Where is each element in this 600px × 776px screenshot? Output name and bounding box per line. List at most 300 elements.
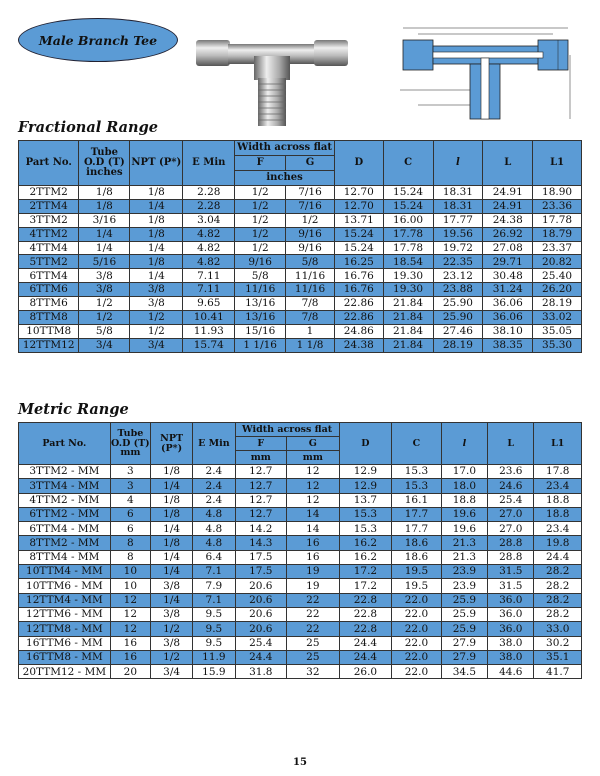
table-cell: 21.84: [383, 297, 433, 311]
table-cell: 27.46: [433, 324, 483, 338]
table-cell: 6TTM4 - MM: [19, 522, 111, 536]
table-cell: 36.0: [488, 622, 534, 636]
table-cell: 16: [287, 550, 340, 564]
table-cell: 1/4: [79, 227, 130, 241]
table-cell: 4TTM4: [19, 241, 79, 255]
table-cell: 28.8: [488, 536, 534, 550]
col-width-across-flat: Width across flat: [235, 141, 335, 156]
table-cell: 14.3: [235, 536, 287, 550]
table-cell: 1/2: [150, 622, 192, 636]
table-row: [19, 565, 582, 579]
col-part-no: Part No.: [19, 423, 111, 465]
table-cell: 7.9: [193, 579, 235, 593]
table-cell: 17.2: [339, 565, 392, 579]
table-cell: 27.0: [488, 507, 534, 521]
product-title: Male Branch Tee: [38, 32, 158, 48]
table-cell: 24.4: [339, 650, 392, 664]
table-cell: 1/4: [79, 241, 130, 255]
table-cell: 21.84: [383, 324, 433, 338]
table-cell: 27.08: [483, 241, 533, 255]
table-cell: 33.02: [533, 311, 582, 325]
table-cell: 22: [287, 607, 340, 621]
table-cell: 1/2: [79, 311, 130, 325]
table-cell: 15.3: [392, 465, 441, 479]
table-cell: 19.30: [383, 283, 433, 297]
table-row: [19, 255, 582, 269]
table-cell: 26.92: [483, 227, 533, 241]
table-cell: 15.9: [193, 665, 235, 679]
table-cell: 8TTM4 - MM: [19, 550, 111, 564]
table-cell: 1/2: [79, 297, 130, 311]
table-cell: 15/16: [235, 324, 286, 338]
table-cell: 36.0: [488, 607, 534, 621]
table-row: [19, 493, 582, 507]
table-cell: 20.6: [235, 593, 287, 607]
table-cell: 35.05: [533, 324, 582, 338]
table-cell: 24.38: [334, 338, 383, 352]
col-npt: NPT (P*): [150, 423, 192, 465]
table-cell: 1/8: [130, 186, 183, 200]
table-cell: 12.9: [339, 479, 392, 493]
table-cell: 23.37: [533, 241, 582, 255]
col-tube-od: Tube O.D (T) inches: [79, 141, 130, 186]
table-cell: 20TTM12 - MM: [19, 665, 111, 679]
table-cell: 3: [110, 479, 150, 493]
page-number: 15: [293, 757, 307, 768]
col-g: G: [286, 156, 335, 171]
table-cell: 16.00: [383, 213, 433, 227]
table-cell: 18.8: [441, 493, 487, 507]
table-cell: 17.8: [534, 465, 582, 479]
table-cell: 22.0: [392, 622, 441, 636]
metric-range-heading: Metric Range: [18, 401, 129, 418]
table-cell: 28.19: [533, 297, 582, 311]
table-cell: 25.90: [433, 311, 483, 325]
col-l1: L1: [533, 141, 582, 186]
table-cell: 1/8: [150, 493, 192, 507]
table-cell: 12.7: [235, 479, 287, 493]
table-row: [19, 227, 582, 241]
table-cell: 16.1: [392, 493, 441, 507]
table-cell: 12TTM6 - MM: [19, 607, 111, 621]
table-cell: 12TTM12: [19, 338, 79, 352]
table-cell: 25.9: [441, 622, 487, 636]
table-cell: 28.2: [534, 607, 582, 621]
dimension-drawing: [398, 10, 573, 125]
table-cell: 3/8: [130, 283, 183, 297]
table-cell: 7/8: [286, 297, 335, 311]
table-cell: 1/2: [235, 241, 286, 255]
table-cell: 18.31: [433, 186, 483, 200]
table-cell: 5/8: [235, 269, 286, 283]
table-cell: 12: [287, 479, 340, 493]
table-cell: 2TTM4: [19, 199, 79, 213]
table-cell: 22.86: [334, 311, 383, 325]
table-cell: 34.5: [441, 665, 487, 679]
table-cell: 16.76: [334, 269, 383, 283]
table-cell: 7.1: [193, 593, 235, 607]
table-cell: 17.5: [235, 565, 287, 579]
table-cell: 3TTM2 - MM: [19, 465, 111, 479]
table-cell: 31.24: [483, 283, 533, 297]
table-cell: 3/16: [79, 213, 130, 227]
table-cell: 7.11: [183, 283, 235, 297]
table-cell: 22.0: [392, 607, 441, 621]
col-d: D: [339, 423, 392, 465]
col-l1: L1: [534, 423, 582, 465]
table-cell: 1/2: [150, 650, 192, 664]
table-cell: 8TTM6: [19, 297, 79, 311]
table-cell: 9/16: [286, 227, 335, 241]
table-row: [19, 636, 582, 650]
table-cell: 6TTM4: [19, 269, 79, 283]
table-cell: 8: [110, 550, 150, 564]
product-title-badge: [18, 18, 178, 62]
table-cell: 12: [287, 493, 340, 507]
table-cell: 19.6: [441, 507, 487, 521]
table-cell: 22.8: [339, 607, 392, 621]
col-c: C: [383, 141, 433, 186]
table-cell: 16.76: [334, 283, 383, 297]
table-cell: 22.0: [392, 593, 441, 607]
table-cell: 1/4: [130, 241, 183, 255]
table-cell: 17.78: [533, 213, 582, 227]
col-e-min: E Min: [183, 141, 235, 186]
table-cell: 14.2: [235, 522, 287, 536]
table-cell: 19.5: [392, 579, 441, 593]
table-cell: 5TTM2: [19, 255, 79, 269]
table-cell: 10: [110, 565, 150, 579]
table-cell: 10.41: [183, 311, 235, 325]
table-cell: 28.2: [534, 565, 582, 579]
table-cell: 13/16: [235, 297, 286, 311]
table-cell: 5/8: [79, 324, 130, 338]
table-cell: 23.88: [433, 283, 483, 297]
table-cell: 25.90: [433, 297, 483, 311]
table-cell: 1/8: [130, 227, 183, 241]
table-cell: 3TTM2: [19, 213, 79, 227]
table-cell: 4.8: [193, 536, 235, 550]
table-cell: 25: [287, 636, 340, 650]
table-cell: 7/16: [286, 199, 335, 213]
col-c: C: [392, 423, 441, 465]
table-cell: 15.74: [183, 338, 235, 352]
col-l: L: [483, 141, 533, 186]
table-cell: 1/8: [130, 213, 183, 227]
table-cell: 4: [110, 493, 150, 507]
table-cell: 28.8: [488, 550, 534, 564]
table-cell: 23.9: [441, 565, 487, 579]
table-cell: 19.8: [534, 536, 582, 550]
table-cell: 4.82: [183, 227, 235, 241]
table-cell: 16.2: [339, 536, 392, 550]
table-cell: 3/8: [79, 283, 130, 297]
table-cell: 41.7: [534, 665, 582, 679]
table-cell: 15.24: [334, 241, 383, 255]
table-cell: 1/2: [235, 199, 286, 213]
table-cell: 1/4: [150, 565, 192, 579]
table-cell: 16.25: [334, 255, 383, 269]
fractional-range-table: [18, 140, 582, 353]
table-cell: 2.28: [183, 186, 235, 200]
table-cell: 17.77: [433, 213, 483, 227]
col-e-min: E Min: [193, 423, 235, 465]
table-cell: 15.24: [383, 186, 433, 200]
table-cell: 16: [287, 536, 340, 550]
table-cell: 18.31: [433, 199, 483, 213]
col-units: inches: [235, 171, 335, 186]
table-row: [19, 479, 582, 493]
table-cell: 11.93: [183, 324, 235, 338]
table-cell: 22.8: [339, 622, 392, 636]
table-cell: 9/16: [286, 241, 335, 255]
table-cell: 25.9: [441, 607, 487, 621]
col-l-small: l: [433, 141, 483, 186]
table-cell: 1/8: [150, 465, 192, 479]
table-cell: 14: [287, 507, 340, 521]
col-g-units: mm: [287, 451, 340, 465]
table-row: [19, 199, 582, 213]
table-cell: 28.2: [534, 579, 582, 593]
table-cell: 13.7: [339, 493, 392, 507]
table-cell: 23.4: [534, 522, 582, 536]
table-cell: 18.54: [383, 255, 433, 269]
table-cell: 17.78: [383, 227, 433, 241]
table-cell: 35.1: [534, 650, 582, 664]
table-cell: 25.9: [441, 593, 487, 607]
table-cell: 2.4: [193, 465, 235, 479]
table-cell: 3/8: [130, 297, 183, 311]
table-row: [19, 550, 582, 564]
table-cell: 18.6: [392, 536, 441, 550]
table-cell: 13.71: [334, 213, 383, 227]
table-row: [19, 269, 582, 283]
table-cell: 22.0: [392, 636, 441, 650]
table-cell: 26.0: [339, 665, 392, 679]
table-cell: 21.84: [383, 311, 433, 325]
table-cell: 36.06: [483, 297, 533, 311]
table-cell: 16: [110, 636, 150, 650]
table-cell: 31.8: [235, 665, 287, 679]
table-cell: 44.6: [488, 665, 534, 679]
col-tube-od: Tube O.D (T) mm: [110, 423, 150, 465]
table-cell: 1/8: [130, 255, 183, 269]
table-cell: 12TTM8 - MM: [19, 622, 111, 636]
table-cell: 22.0: [392, 665, 441, 679]
table-cell: 19.30: [383, 269, 433, 283]
table-cell: 24.91: [483, 199, 533, 213]
table-cell: 9.5: [193, 636, 235, 650]
col-g: G: [287, 437, 340, 451]
table-cell: 38.0: [488, 636, 534, 650]
table-cell: 1/4: [130, 269, 183, 283]
table-cell: 10: [110, 579, 150, 593]
table-cell: 1/8: [79, 186, 130, 200]
table-cell: 18.8: [534, 507, 582, 521]
table-cell: 23.6: [488, 465, 534, 479]
col-part-no: Part No.: [19, 141, 79, 186]
table-cell: 12: [110, 607, 150, 621]
table-cell: 22.8: [339, 593, 392, 607]
table-cell: 3/4: [130, 338, 183, 352]
table-cell: 21.3: [441, 536, 487, 550]
table-cell: 4TTM2 - MM: [19, 493, 111, 507]
table-cell: 22.86: [334, 297, 383, 311]
tee-fitting-photo: [192, 30, 352, 130]
table-cell: 3.04: [183, 213, 235, 227]
table-cell: 24.38: [483, 213, 533, 227]
table-row: [19, 241, 582, 255]
table-cell: 20.6: [235, 579, 287, 593]
table-cell: 28.19: [433, 338, 483, 352]
table-cell: 20.82: [533, 255, 582, 269]
table-cell: 4.82: [183, 255, 235, 269]
col-f: F: [235, 437, 287, 451]
table-cell: 1/2: [235, 186, 286, 200]
table-cell: 1/4: [150, 479, 192, 493]
table-cell: 1 1/16: [235, 338, 286, 352]
table-row: [19, 465, 582, 479]
table-cell: 12: [287, 465, 340, 479]
table-cell: 25.4: [235, 636, 287, 650]
table-cell: 19.56: [433, 227, 483, 241]
table-cell: 10TTM8: [19, 324, 79, 338]
table-cell: 15.24: [334, 227, 383, 241]
table-cell: 16TTM8 - MM: [19, 650, 111, 664]
table-cell: 31.5: [488, 565, 534, 579]
table-cell: 1 1/8: [286, 338, 335, 352]
table-cell: 4TTM2: [19, 227, 79, 241]
table-cell: 6.4: [193, 550, 235, 564]
table-cell: 1/8: [150, 507, 192, 521]
table-cell: 10TTM6 - MM: [19, 579, 111, 593]
table-row: [19, 311, 582, 325]
table-cell: 10TTM4 - MM: [19, 565, 111, 579]
table-cell: 4.8: [193, 522, 235, 536]
table-cell: 7.11: [183, 269, 235, 283]
table-cell: 8TTM8: [19, 311, 79, 325]
table-cell: 38.0: [488, 650, 534, 664]
table-cell: 18.6: [392, 550, 441, 564]
table-row: [19, 622, 582, 636]
table-cell: 19.5: [392, 565, 441, 579]
table-cell: 3/8: [150, 579, 192, 593]
table-cell: 12.70: [334, 199, 383, 213]
table-cell: 1/4: [150, 522, 192, 536]
table-cell: 6TTM2 - MM: [19, 507, 111, 521]
table-cell: 12.7: [235, 493, 287, 507]
table-cell: 9.5: [193, 607, 235, 621]
table-cell: 27.9: [441, 650, 487, 664]
table-cell: 2TTM2: [19, 186, 79, 200]
table-cell: 1/2: [235, 213, 286, 227]
table-cell: 15.3: [392, 479, 441, 493]
table-cell: 27.0: [488, 522, 534, 536]
table-cell: 18.0: [441, 479, 487, 493]
table-cell: 25: [287, 650, 340, 664]
table-row: [19, 324, 582, 338]
table-cell: 15.3: [339, 522, 392, 536]
table-cell: 24.4: [339, 636, 392, 650]
table-cell: 35.30: [533, 338, 582, 352]
table-cell: 15.3: [339, 507, 392, 521]
table-cell: 22: [287, 622, 340, 636]
table-cell: 31.5: [488, 579, 534, 593]
table-cell: 4.8: [193, 507, 235, 521]
table-row: [19, 186, 582, 200]
table-cell: 1/4: [150, 593, 192, 607]
table-cell: 13/16: [235, 311, 286, 325]
table-cell: 1/2: [235, 227, 286, 241]
table-cell: 7.1: [193, 565, 235, 579]
col-f-units: mm: [235, 451, 287, 465]
table-cell: 1/4: [150, 550, 192, 564]
table-cell: 11/16: [286, 269, 335, 283]
table-cell: 24.86: [334, 324, 383, 338]
table-cell: 11.9: [193, 650, 235, 664]
table-cell: 23.4: [534, 479, 582, 493]
table-cell: 17.78: [383, 241, 433, 255]
table-cell: 5/8: [286, 255, 335, 269]
table-cell: 20: [110, 665, 150, 679]
table-row: [19, 213, 582, 227]
table-cell: 26.20: [533, 283, 582, 297]
metric-range-table: [18, 422, 582, 679]
table-cell: 6: [110, 507, 150, 521]
table-row: [19, 665, 582, 679]
table-cell: 21.3: [441, 550, 487, 564]
table-cell: 18.90: [533, 186, 582, 200]
table-cell: 21.84: [383, 338, 433, 352]
table-cell: 19.72: [433, 241, 483, 255]
table-cell: 6: [110, 522, 150, 536]
table-cell: 12: [110, 593, 150, 607]
table-cell: 17.7: [392, 522, 441, 536]
table-cell: 11/16: [235, 283, 286, 297]
table-cell: 16.2: [339, 550, 392, 564]
table-cell: 22.35: [433, 255, 483, 269]
table-cell: 23.12: [433, 269, 483, 283]
table-cell: 3/4: [79, 338, 130, 352]
table-cell: 19.6: [441, 522, 487, 536]
table-cell: 24.4: [235, 650, 287, 664]
table-cell: 27.9: [441, 636, 487, 650]
table-row: [19, 579, 582, 593]
table-cell: 1/8: [79, 199, 130, 213]
table-row: [19, 593, 582, 607]
table-cell: 20.6: [235, 622, 287, 636]
table-cell: 19: [287, 565, 340, 579]
table-row: [19, 338, 582, 352]
table-cell: 17.5: [235, 550, 287, 564]
table-cell: 16: [110, 650, 150, 664]
table-cell: 3/8: [150, 607, 192, 621]
table-cell: 24.91: [483, 186, 533, 200]
table-cell: 22: [287, 593, 340, 607]
table-cell: 33.0: [534, 622, 582, 636]
table-cell: 7/8: [286, 311, 335, 325]
table-cell: 3TTM4 - MM: [19, 479, 111, 493]
table-cell: 14: [287, 522, 340, 536]
table-cell: 12.70: [334, 186, 383, 200]
table-cell: 18.79: [533, 227, 582, 241]
table-cell: 3/4: [150, 665, 192, 679]
col-f: F: [235, 156, 286, 171]
table-cell: 12.9: [339, 465, 392, 479]
table-cell: 23.9: [441, 579, 487, 593]
table-cell: 24.4: [534, 550, 582, 564]
table-row: [19, 607, 582, 621]
